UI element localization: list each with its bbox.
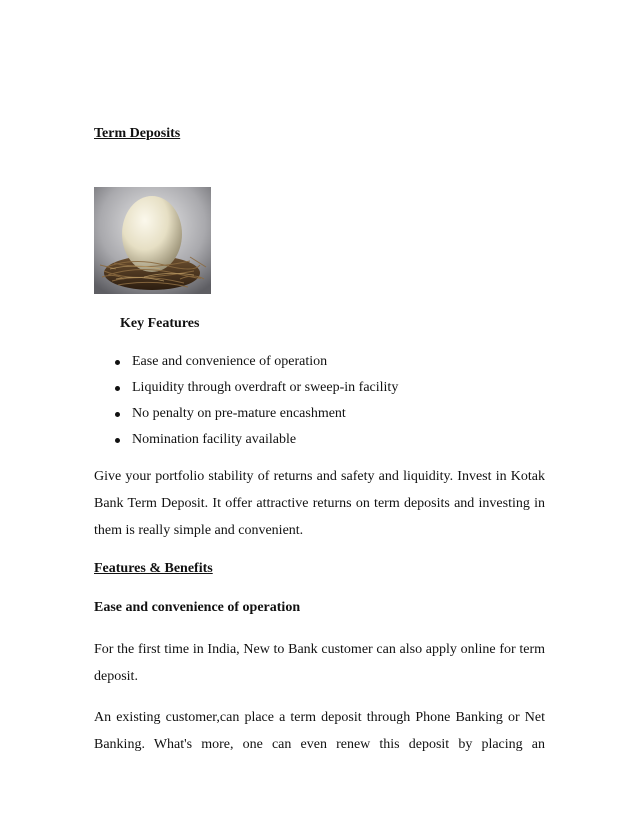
list-item: Nomination facility available: [112, 430, 398, 456]
bullet-icon: [115, 386, 120, 391]
key-features-heading: Key Features: [120, 316, 200, 331]
intro-paragraph: Give your portfolio stability of returns and safety and liquidity. Invest in Kotak Bank Term Deposit. It offer attractive returns on term deposits and investing in them is really simple and convenient.: [94, 469, 545, 538]
bullet-icon: [115, 438, 120, 443]
bullet-icon: [115, 412, 120, 417]
page-title: Term Deposits: [94, 126, 181, 141]
features-benefits-heading: Features & Benefits: [94, 561, 213, 576]
key-features-list: [112, 352, 398, 456]
ease-paragraph-1: For the first time in India, New to Bank customer can also apply online for term deposit.: [94, 642, 545, 684]
bullet-icon: [115, 360, 120, 365]
ease-convenience-heading: Ease and convenience of operation: [94, 600, 301, 615]
list-item: Liquidity through overdraft or sweep-in facility: [112, 378, 398, 404]
egg-in-nest-image: [94, 187, 211, 294]
list-item: Ease and convenience of operation: [112, 352, 398, 378]
ease-paragraph-2: An existing customer,can place a term deposit through Phone Banking or Net Banking. What's more, one can even renew this deposit by placing an: [94, 710, 545, 752]
list-item: No penalty on pre-mature encashment: [112, 404, 398, 430]
